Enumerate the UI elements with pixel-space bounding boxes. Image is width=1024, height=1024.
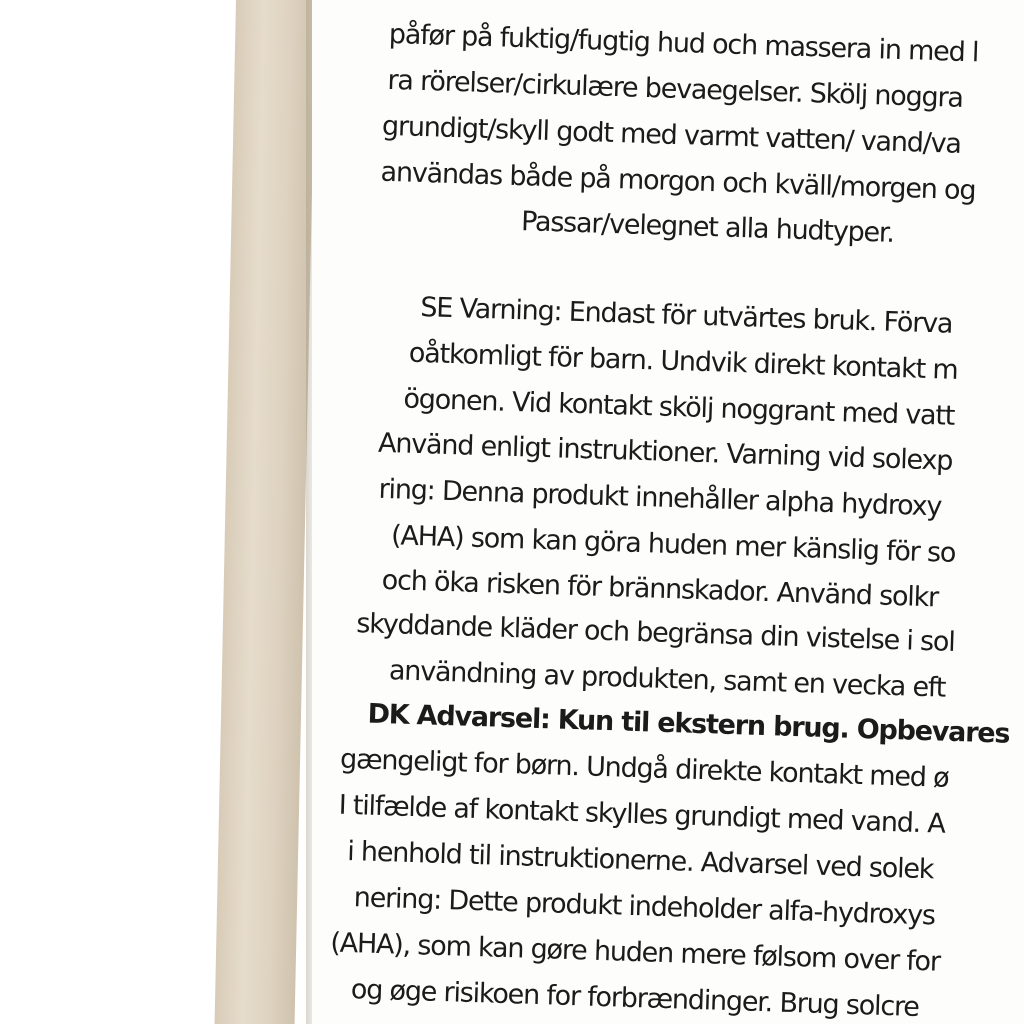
- tube-side-edge: [215, 0, 316, 1024]
- se-warning-line-8: skyddande kläder och begränsa din vistelse i sol: [355, 608, 956, 658]
- se-warning-line-6: (AHA) som kan göra huden mer känslig för so: [390, 520, 956, 569]
- usage-line-5: Passar/velegnet alla hudtyper.: [520, 206, 895, 249]
- se-warning-line-3: ögonen. Vid kontakt skölj noggrant med vatt: [403, 383, 955, 432]
- se-warning-line-2: oåtkomligt för barn. Undvik direkt kontakt m: [408, 337, 958, 386]
- usage-line-1: påfør på fuktig/fugtig hud och massera in med l: [388, 18, 979, 69]
- label-text-block: [298, 0, 1024, 1024]
- dk-warning-line-2: gængeligt for børn. Undgå direkte kontakt med ø: [339, 743, 949, 794]
- se-warning-line-9: användning av produkten, samt en vecka eft: [388, 655, 946, 704]
- usage-line-2: ra rörelser/cirkulære bevaegelser. Skölj noggra: [387, 64, 964, 114]
- dk-warning-line-7: og øge risikoen for forbrændinger. Brug solcre: [350, 974, 920, 1023]
- usage-line-4: användas både på morgon och kväll/morgen og: [380, 156, 976, 207]
- se-warning-line-1: SE Varning: Endast för utvärtes bruk. Förva: [419, 291, 953, 340]
- se-warning-line-4: Använd enligt instruktioner. Varning vid solexp: [377, 427, 953, 477]
- usage-line-3: grundigt/skyll godt med varmt vatten/ vand/va: [381, 110, 962, 160]
- se-warning-line-7: och öka risken för brännskador. Använd solkr: [381, 564, 939, 614]
- se-warning-line-5: ring: Denna produkt innehåller alpha hydroxy: [378, 473, 942, 523]
- dk-warning-line-6: (AHA), som kan gøre huden mere følsom over for: [329, 927, 941, 978]
- dk-warning-line-3: I tilfælde af kontakt skylles grundigt med vand. A: [338, 789, 946, 840]
- dk-warning-line-1: DK Advarsel: Kun til ekstern brug. Opbevares: [367, 698, 1010, 750]
- dk-warning-line-5: nering: Dette produkt indeholder alfa-hydroxys: [353, 882, 936, 932]
- dk-warning-line-4: i henhold til instruktionerne. Advarsel ved solek: [346, 835, 934, 886]
